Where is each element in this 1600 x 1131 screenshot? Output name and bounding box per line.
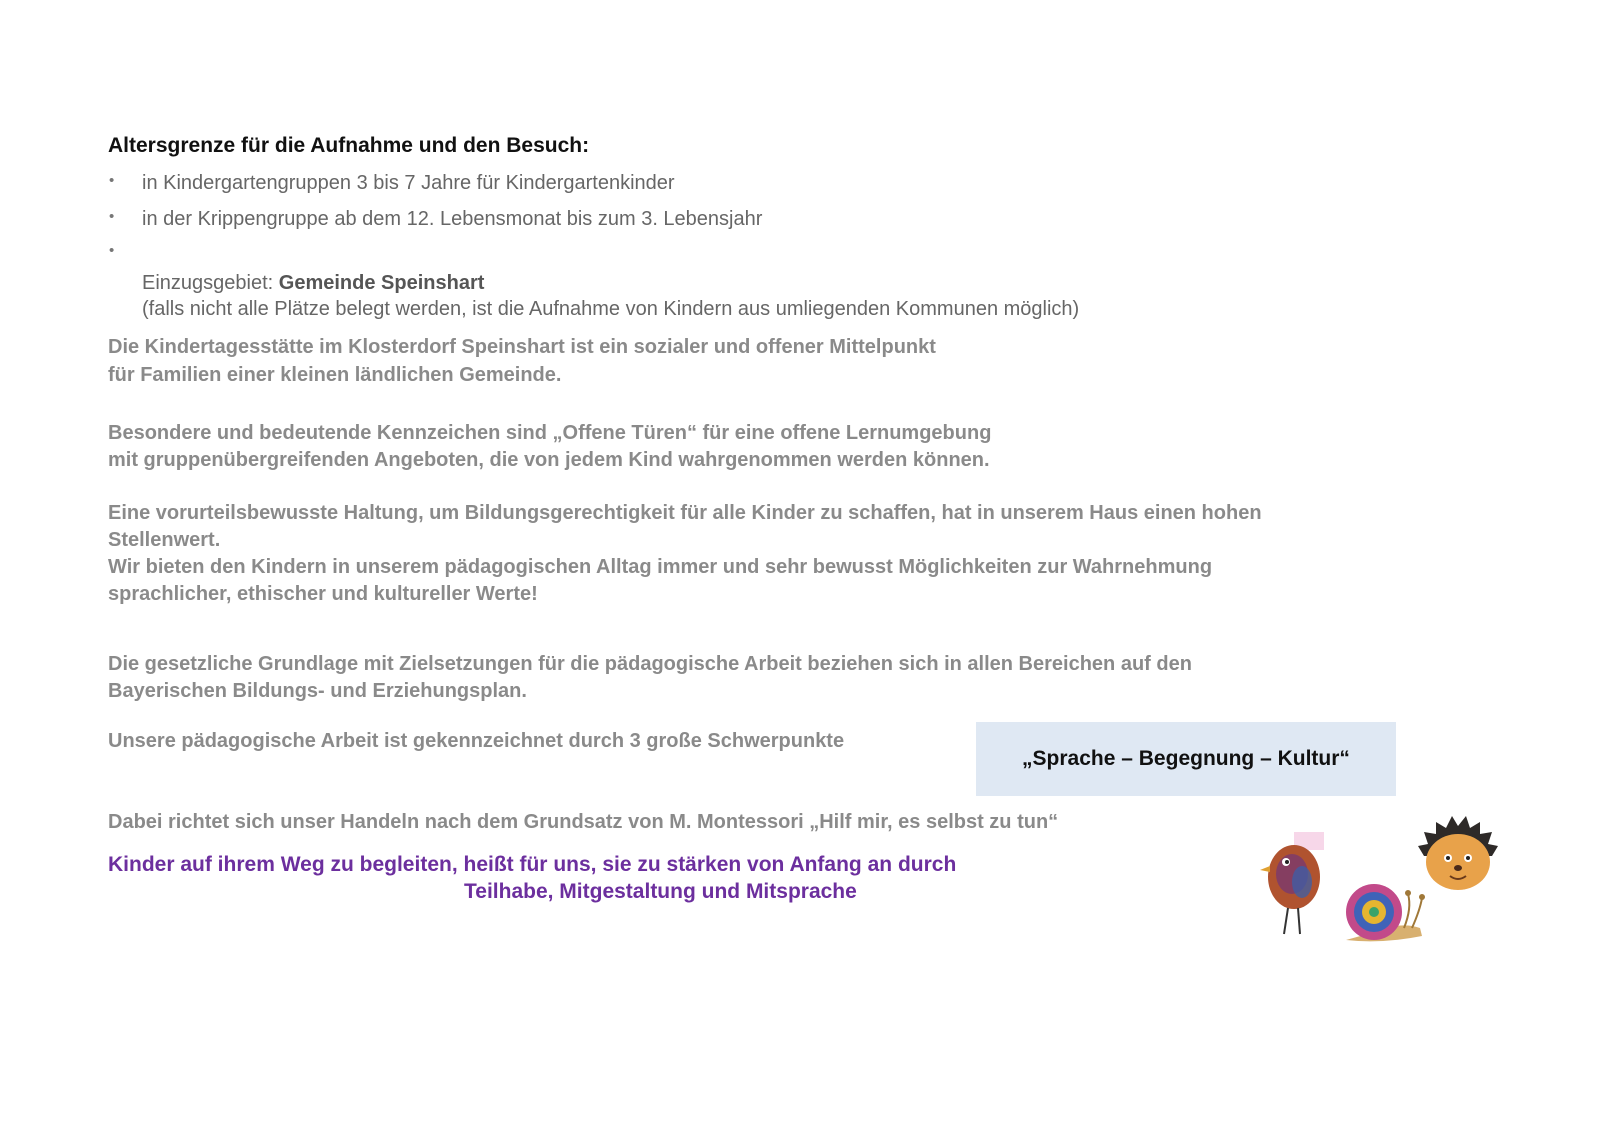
bullet-dot: •: [109, 208, 115, 225]
bullet-dot: •: [109, 242, 115, 259]
paragraph-line: Unsere pädagogische Arbeit ist gekennzeichnet durch 3 große Schwerpunkte: [108, 730, 845, 752]
paragraph-line: Die Kindertagesstätte im Klosterdorf Speinshart ist ein sozialer und offener Mittelpunkt: [108, 336, 936, 358]
bird-illustration: [1258, 832, 1330, 938]
paragraph-line: Die gesetzliche Grundlage mit Zielsetzungen für die pädagogische Arbeit beziehen sich in allen Bereichen auf den: [108, 653, 1192, 675]
focus-quote-box: [976, 722, 1396, 796]
closing-line: Kinder auf ihrem Weg zu begleiten, heißt für uns, sie zu stärken von Anfang an durch: [108, 853, 957, 876]
paragraph-line: Stellenwert.: [108, 529, 221, 551]
paragraph-line: sprachlicher, ethischer und kultureller Werte!: [108, 583, 538, 605]
bullet-dot: •: [109, 172, 115, 189]
paragraph-line: mit gruppenübergreifenden Angeboten, die von jedem Kind wahrgenommen werden können.: [108, 449, 990, 471]
montessori-line: Dabei richtet sich unser Handeln nach dem Grundsatz von M. Montessori „Hilf mir, es selbst zu tun“: [108, 811, 1059, 833]
einzugsgebiet-label: Einzugsgebiet:: [142, 272, 279, 294]
paragraph-line: Bayerischen Bildungs- und Erziehungsplan.: [108, 680, 527, 702]
einzugsgebiet-value: Gemeinde Speinshart: [278, 272, 485, 294]
einzugsgebiet-note: (falls nicht alle Plätze belegt werden, ist die Aufnahme von Kindern aus umliegenden Kommunen möglich): [142, 298, 1080, 320]
snail-illustration: [1342, 878, 1428, 946]
hedgehog-illustration: [1418, 816, 1498, 892]
paragraph-line: für Familien einer kleinen ländlichen Gemeinde.: [108, 364, 562, 386]
einzugsgebiet-line: [142, 272, 484, 295]
bullet-item: in der Krippengruppe ab dem 12. Lebensmonat bis zum 3. Lebensjahr: [142, 208, 763, 230]
paragraph-line: Eine vorurteilsbewusste Haltung, um Bildungsgerechtigkeit für alle Kinder zu schaffen, hat in unserem Haus einen hohen: [108, 502, 1262, 524]
closing-line: Teilhabe, Mitgestaltung und Mitsprache: [464, 880, 857, 903]
section-heading: Altersgrenze für die Aufnahme und den Besuch:: [108, 134, 590, 157]
paragraph-line: Wir bieten den Kindern in unserem pädagogischen Alltag immer und sehr bewusst Möglichkeiten zur Wahrnehmung: [108, 556, 1213, 578]
bullet-item: in Kindergartengruppen 3 bis 7 Jahre für Kindergartenkinder: [142, 172, 675, 194]
focus-quote-text: „Sprache – Begegnung – Kultur“: [1022, 747, 1350, 770]
paragraph-line: Besondere und bedeutende Kennzeichen sind „Offene Türen“ für eine offene Lernumgebung: [108, 422, 992, 444]
